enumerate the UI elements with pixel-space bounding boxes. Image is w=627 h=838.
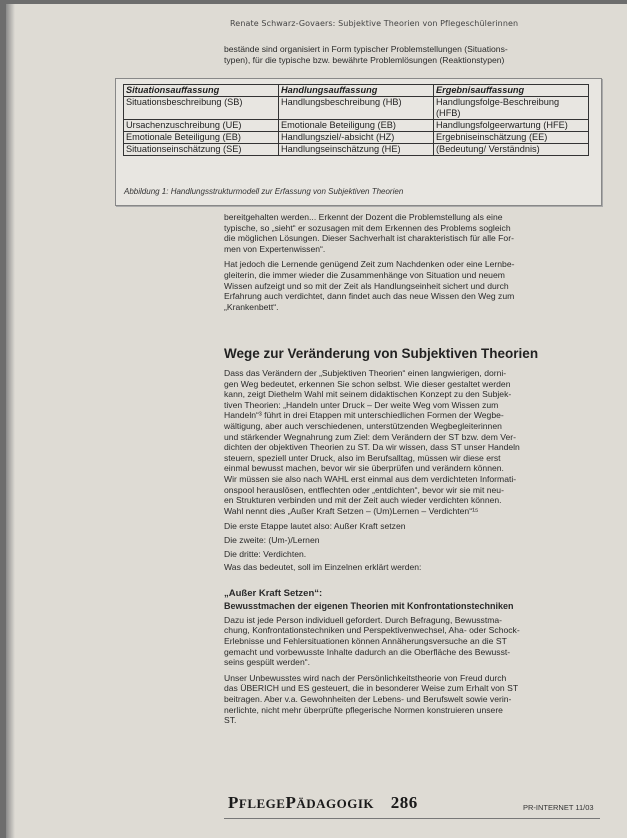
step-line: Die erste Etappe lautet also: Außer Kraft setzen xyxy=(224,521,406,532)
table-cell: Situationseinschätzung (SE) xyxy=(124,144,279,156)
table-row xyxy=(124,132,589,144)
table-row xyxy=(124,97,589,120)
text-line: tiven Theorien: „Handeln unter Druck – Der weite Weg vom Wissen zum xyxy=(224,399,499,410)
top-text xyxy=(224,44,600,65)
text-line: gleiterin, die immer wieder die Zusammenhänge von Situation und neuem xyxy=(224,269,505,280)
table-cell: Handlungsbeschreibung (HB) xyxy=(279,97,434,120)
paragraph xyxy=(224,368,600,516)
paragraph xyxy=(224,212,600,254)
step-line: Was das bedeutet, soll im Einzelnen erklärt werden: xyxy=(224,562,422,573)
table-header-row xyxy=(124,85,589,97)
step-line: Die zweite: (Um-)/Lernen xyxy=(224,534,320,545)
text-line: einmal bewusst machen, bevor wir sie überprüfen und verändern können. xyxy=(224,463,504,474)
table-cell: Handlungsziel/-absicht (HZ) xyxy=(279,132,434,144)
table-cell: Emotionale Beteiligung (EB) xyxy=(124,132,279,144)
text-line: beitragen. Aber v.a. Gewohnheiten der Lebens- und Berufswelt sowie verin- xyxy=(224,694,512,705)
paragraph xyxy=(224,615,600,668)
text-line: men von Expertenwissen“. xyxy=(224,243,326,254)
page-number: 286 xyxy=(390,793,418,812)
text-line: gemacht und vorbewusste Inhalte dadurch an die Oberfläche des Bewusst- xyxy=(224,646,511,657)
text-line: chung, Konfrontationstechniken und Perspektivenwechsel, Aha- oder Schock- xyxy=(224,625,520,636)
text-line: ST. xyxy=(224,715,237,726)
footer-rule xyxy=(224,818,600,819)
table-cell: Handlungseinschätzung (HE) xyxy=(279,144,434,156)
text-line: das ÜBERICH und ES gesteuert, die in besonderer Weise zum Erhalt von ST xyxy=(224,683,519,694)
logo-cap: P xyxy=(285,793,297,812)
table-cell: Emotionale Beteiligung (EB) xyxy=(279,120,434,132)
text-line: nerlichte, nicht mehr überprüfte pflegerische Normen konstruieren unsere xyxy=(224,704,503,715)
text-line: gen Weg bedeutet, erkennen Sie schon selbst. Wie dieser gestaltet werden xyxy=(224,378,511,389)
table-cell: Situationsbeschreibung (SB) xyxy=(124,97,279,120)
paragraph xyxy=(224,259,600,312)
footer-right-text: PR-INTERNET 11/03 xyxy=(523,803,594,812)
text-line: Wissen aufzeigt und so mit der Zeit als Handlungseinheit sichert und durch xyxy=(224,280,509,291)
text-line: dichten der objektiven Theorien zu ST. Da wir wissen, dass ST unser Handeln xyxy=(224,442,520,453)
journal-logo xyxy=(228,793,418,813)
figure-box xyxy=(115,78,602,206)
table-cell: Handlungsfolgeerwartung (HFE) xyxy=(434,120,589,132)
text-line: en Strukturen verbinden und mit der Zeit auch wieder verdichten können. xyxy=(224,495,502,506)
sub-heading: Bewusstmachen der eigenen Theorien mit Konfrontationstechniken xyxy=(224,601,514,612)
binding-shadow xyxy=(6,4,15,838)
text-line: „Krankenbett“. xyxy=(224,301,279,312)
table-row xyxy=(124,144,589,156)
figure-caption: Abbildung 1: Handlungsstrukturmodell zur Erfassung von Subjektiven Theorien xyxy=(124,187,404,196)
body-text-upper xyxy=(224,212,600,317)
text-line: wältigung, aber auch verschiedenen, unterstützenden Wegbegleiterinnen xyxy=(224,420,502,431)
table-row xyxy=(124,120,589,132)
running-head: Renate Schwarz-Govaers: Subjektive Theorien von Pflegeschülerinnen xyxy=(230,19,519,28)
logo-cap: P xyxy=(228,793,239,812)
figure-table xyxy=(123,84,589,156)
text-line: onspool herauslösen, entflechten oder „entdichten“, bevor wir sie mit neu- xyxy=(224,484,504,495)
logo-text: ÄDAGOGIK xyxy=(296,796,375,811)
table-cell: Ergebniseinschätzung (EE) xyxy=(434,132,589,144)
table-cell: Handlungsfolge-Beschreibung (HFB) xyxy=(434,97,589,120)
table-cell: Ursachenzuschreibung (UE) xyxy=(124,120,279,132)
section-heading: Wege zur Veränderung von Subjektiven Theorien xyxy=(224,346,539,361)
text-line: bestände sind organisiert in Form typischer Problemstellungen (Situations- xyxy=(224,44,508,54)
text-line: Dazu ist jede Person individuell gefordert. Durch Befragung, Bewusstma- xyxy=(224,614,503,625)
text-line: typische, so „sieht“ er sozusagen mit dem Erkennen des Problems sogleich xyxy=(224,222,511,233)
step-line: Die dritte: Verdichten. xyxy=(224,548,307,559)
text-line: steuern, speziell unter Druck, also im Berufsalltag, müssen wir diese erst xyxy=(224,452,501,463)
text-line: bereitgehalten werden... Erkennt der Dozent die Problemstellung als eine xyxy=(224,212,503,222)
body-text-lower xyxy=(224,368,600,731)
text-line: Wahl nennt dies „Außer Kraft Setzen – (Um)Lernen – Verdichten“¹⁵ xyxy=(224,505,479,516)
sub-heading: „Außer Kraft Setzen“: xyxy=(224,587,323,599)
paragraph xyxy=(224,673,600,726)
text-line: Dass das Verändern der „Subjektiven Theorien“ einen langwierigen, dorni- xyxy=(224,368,507,378)
column-header: Situationsauffassung xyxy=(124,85,279,97)
text-line: kann, zeigt Diethelm Wahl mit seinem didaktischen Konzept zu den Subjek- xyxy=(224,389,512,400)
text-line: Handeln“³ führt in drei Etappen mit unterschiedlichen Formen der Wegbe- xyxy=(224,410,504,421)
text-line: Hat jedoch die Lernende genügend Zeit zum Nachdenken oder eine Lernbe- xyxy=(224,259,515,270)
logo-text: FLEGE xyxy=(238,796,286,811)
column-header: Handlungsauffassung xyxy=(279,85,434,97)
text-line: die möglichen Lösungen. Dieser Sachverhalt ist charakteristisch für alle For- xyxy=(224,233,514,244)
text-line: Unser Unbewusstes wird nach der Persönlichkeitstheorie von Freud durch xyxy=(224,672,507,683)
text-line: und stärkender Wegnahrung zum Ziel: dem Verändern der ST bzw. dem Ver- xyxy=(224,431,517,442)
column-header: Ergebnisauffassung xyxy=(434,85,589,97)
text-line: Erlebnisse und Fehlersituationen können Annäherungsversuche an die ST xyxy=(224,636,507,647)
text-line: typen), für die typische bzw. bewährte Problemlösungen (Reaktionstypen) xyxy=(224,54,505,65)
text-line: Erfahrung auch verdichtet, dann findet auch das neue Wissen den Weg zum xyxy=(224,291,515,302)
text-line: seins gespült werden“. xyxy=(224,657,310,668)
table-cell: (Bedeutung/ Verständnis) xyxy=(434,144,589,156)
text-line: Wir müssen sie also nach WAHL erst einmal aus dem verdichteten Informati- xyxy=(224,473,517,484)
